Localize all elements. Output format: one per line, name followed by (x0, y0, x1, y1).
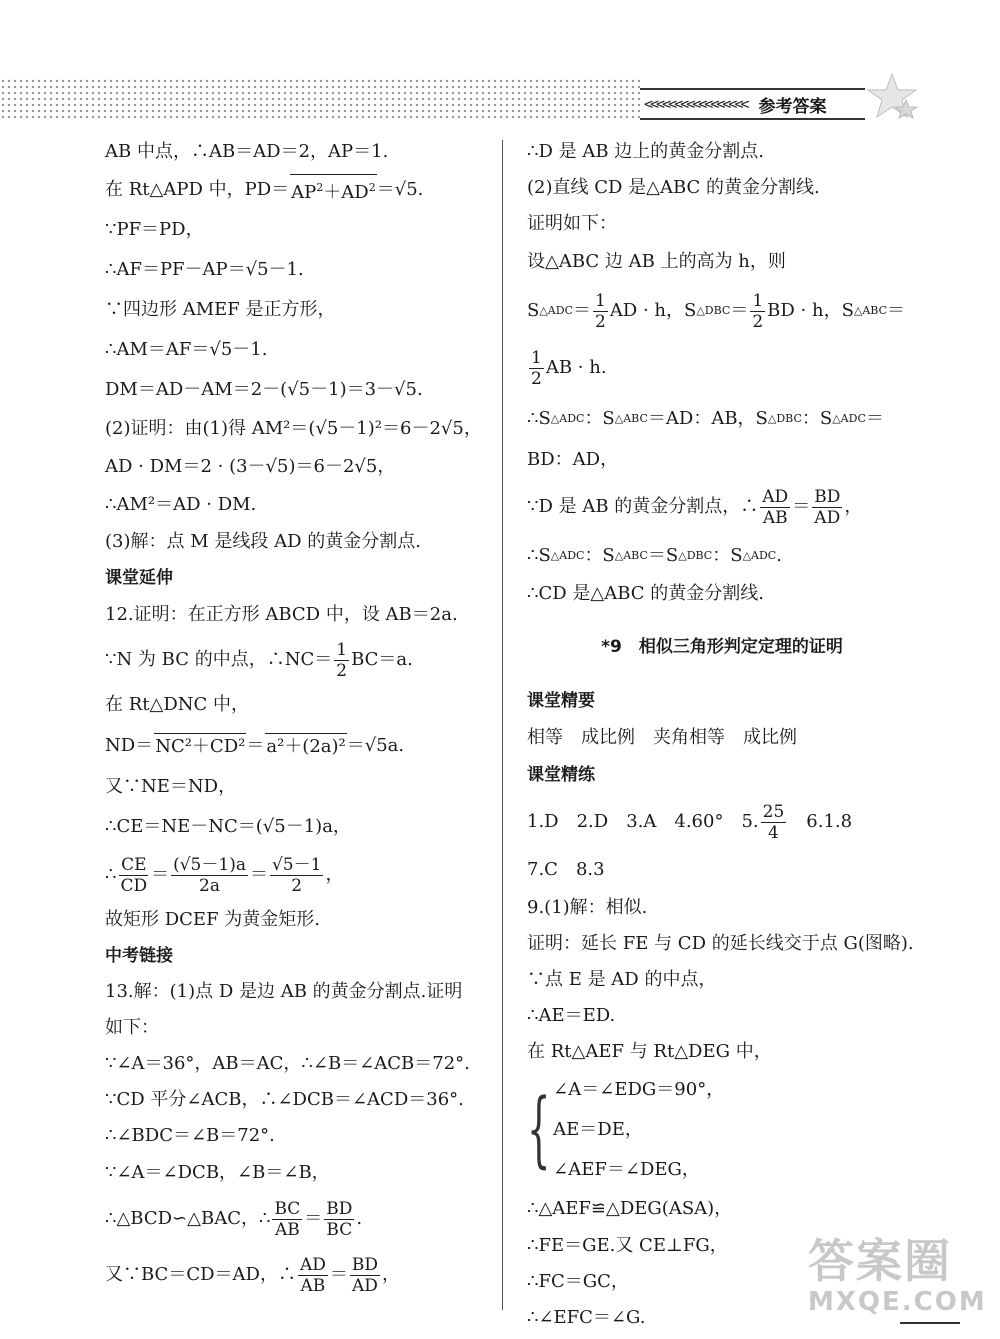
text-segment: AP (291, 182, 317, 203)
text-segment: S (527, 300, 540, 321)
fraction (593, 291, 608, 332)
text-segment: ＝S (647, 545, 679, 566)
text-segment: ＝ (572, 300, 591, 321)
text-segment: 又∵BC＝CD＝AD，∴ (105, 1264, 296, 1285)
text-line: ∴∠BDC＝∠B＝72°. (105, 1125, 275, 1146)
text-line: 设△ABC 边 AB 上的高为 h，则 (527, 251, 786, 272)
header-dot-band (0, 78, 640, 118)
subscript: △ABC (853, 304, 888, 317)
text-segment: ：S (584, 545, 615, 566)
text-line: AB 中点，∴AB＝AD＝2，AP＝1. (105, 141, 389, 162)
text-line: ∴△AEF≌△DEG(ASA)， (527, 1198, 733, 1219)
fraction (334, 640, 349, 681)
fraction (270, 855, 323, 896)
text-segment: . (356, 1208, 363, 1229)
text-line: ∴AF＝PF－AP＝√5－1. (105, 259, 304, 280)
text-line: 又∵NE＝ND， (105, 776, 237, 797)
text-line: (2)证明：由(1)得 AM²＝(√5－1)²＝6－2√5， (105, 418, 482, 439)
text-line: (2)直线 CD 是△ABC 的黄金分割线. (527, 177, 820, 198)
condition-line: ∠A＝∠EDG＝90°， (553, 1079, 725, 1100)
subscript: △ABC (614, 412, 648, 425)
text-line: 12.证明：在正方形 ABCD 中，设 AB＝2a. (105, 604, 458, 625)
text-line: ∴AM²＝AD · DM. (105, 494, 257, 515)
text-segment: BD · h，S (767, 300, 854, 321)
denominator: AB (762, 507, 788, 528)
brace-system (527, 1070, 917, 1190)
text-segment: ＝ (246, 735, 265, 756)
text-line (105, 1246, 490, 1304)
text-line (527, 396, 917, 442)
chevron-decoration: <<<<<<<<<<<<<<<<< (644, 95, 747, 113)
text-segment: 6.1.8 (788, 811, 853, 832)
denominator: 2 (336, 660, 348, 681)
denominator: 2 (594, 311, 606, 332)
denominator: AB (274, 1219, 300, 1240)
fraction (118, 855, 149, 896)
text-line: ∴AE＝ED. (527, 1005, 616, 1026)
fraction (272, 1199, 302, 1240)
text-line: ∴D 是 AB 边上的黄金分割点. (527, 141, 764, 162)
text-line: 9.(1)解：相似. (527, 897, 648, 918)
denominator: BC (326, 1219, 353, 1240)
numerator: 1 (752, 290, 764, 311)
section-title: *9 相似三角形判定定理的证明 (601, 637, 843, 657)
sqrt-expression: a²＋(2a)² (265, 733, 346, 760)
denominator: 4 (768, 822, 779, 843)
numerator: CE (121, 854, 147, 875)
star-decoration-icon (862, 70, 922, 122)
denominator: 2a (199, 875, 220, 896)
fraction (750, 291, 765, 332)
text-segment: ＝√5a. (346, 735, 405, 756)
text-segment: ＋AD (323, 182, 369, 203)
text-line: ∵PF＝PD， (105, 219, 204, 240)
text-segment: ：S (584, 408, 615, 429)
fraction (171, 855, 248, 896)
right-column (527, 134, 917, 1336)
text-line: ∵∠A＝∠DCB，∠B＝∠B， (105, 1162, 330, 1183)
denominator: 2 (752, 311, 764, 332)
column-divider (502, 140, 503, 1310)
condition-line: AE＝DE， (553, 1119, 643, 1140)
text-line: ∴CE＝NE－NC＝(√5－1)a， (105, 816, 351, 837)
text-line (527, 536, 917, 576)
text-segment: ：S (801, 408, 833, 429)
text-line: 故矩形 DCEF 为黄金矩形. (105, 909, 320, 930)
text-segment: BC＝a. (351, 649, 413, 670)
denominator: AD (814, 507, 841, 528)
text-line: ∴CD 是△ABC 的黄金分割线. (527, 583, 764, 604)
left-brace: { (527, 1082, 551, 1177)
section-heading: 课堂延伸 (105, 568, 173, 588)
fraction (350, 1255, 380, 1296)
text-line: 7.C 8.3 (527, 859, 605, 880)
subscript: △ADC (742, 549, 777, 562)
text-segment: ＝ (249, 864, 268, 885)
text-line (105, 848, 490, 902)
text-line: 证明：延长 FE 与 CD 的延长线交于点 G(图略). (527, 933, 914, 954)
text-segment: AD · h，S (609, 300, 697, 321)
text-line: ∵四边形 AMEF 是正方形， (105, 299, 336, 320)
text-segment: ＝ (730, 300, 749, 321)
text-segment: ∴S (527, 545, 551, 566)
text-segment: ， (325, 864, 344, 885)
text-segment: ∵D 是 AB 的黄金分割点，∴ (527, 496, 759, 517)
section-heading: 中考链接 (105, 946, 173, 966)
text-line: ∵CD 平分∠ACB，∴∠DCB＝∠ACD＝36°. (105, 1089, 464, 1110)
fraction (324, 1199, 354, 1240)
header-bar (640, 88, 865, 120)
subscript: △DBC (696, 304, 731, 317)
numerator: AD (299, 1254, 326, 1275)
text-line: AD · DM＝2 · (3－√5)＝6－2√5， (105, 456, 396, 477)
numerator: BD (326, 1198, 353, 1219)
text-line: 13.解：(1)点 D 是边 AB 的黄金分割点.证明 (105, 981, 463, 1002)
section-heading: 课堂精练 (527, 765, 595, 785)
text-segment: ＝ (304, 1208, 323, 1229)
subscript: △ADC (550, 412, 585, 425)
left-column (105, 134, 490, 1304)
condition-line: ∠AEF＝∠DEG， (553, 1159, 700, 1180)
text-segment: ∴△BCD∽△BAC，∴ (105, 1208, 271, 1229)
denominator: CD (120, 875, 148, 896)
numerator: AD (762, 486, 789, 507)
numerator: 1 (594, 290, 606, 311)
text-line: 在 Rt△DNC 中， (105, 694, 250, 715)
text-segment: ＝ (151, 864, 170, 885)
fraction (760, 487, 790, 528)
text-segment: AB · h. (545, 357, 607, 378)
numerator: √5－1 (271, 854, 322, 875)
text-segment: 在 Rt△APD 中，PD＝ (105, 179, 290, 200)
subscript: △ADC (539, 304, 573, 317)
fraction (298, 1255, 328, 1296)
numerator: BD (814, 486, 841, 507)
denominator: 2 (531, 368, 542, 389)
text-line (527, 282, 917, 340)
numerator: BC (274, 1198, 301, 1219)
text-segment: 1.D 2.D 3.A 4.60° 5. (527, 811, 759, 832)
text-line (105, 634, 490, 686)
text-segment: ∵N 为 BC 的中点，∴NC＝ (105, 649, 333, 670)
denominator: 2 (291, 875, 303, 896)
watermark-logo (808, 1225, 988, 1335)
text-segment: ， (382, 1264, 401, 1285)
subscript: △DBC (767, 412, 802, 425)
text-segment: . (776, 545, 782, 566)
brace-conditions (553, 1070, 724, 1190)
text-segment: ：S (712, 545, 743, 566)
text-line: 在 Rt△AEF 与 Rt△DEG 中， (527, 1041, 772, 1062)
text-segment: ∴S (527, 408, 551, 429)
subscript: △DBC (678, 549, 713, 562)
text-segment: ND＝ (105, 735, 154, 756)
page-number-rule (900, 1322, 960, 1339)
sqrt-expression: NC²＋CD² (154, 733, 246, 760)
text-line (527, 340, 917, 396)
denominator: AD (351, 1275, 378, 1296)
numerator: BD (351, 1254, 379, 1275)
numerator: 25 (762, 801, 785, 822)
text-segment: ， (844, 496, 863, 517)
fraction (812, 487, 842, 528)
text-segment: ＝√5. (376, 179, 424, 200)
text-line: 证明如下： (527, 213, 617, 234)
text-segment: ∴ (105, 864, 117, 885)
text-line (527, 478, 917, 536)
sqrt-expression: $AP^2+AD^2$ (290, 174, 377, 206)
denominator: AB (300, 1275, 326, 1296)
subscript: △ADC (550, 549, 585, 562)
text-line: DM＝AD－AM＝2－(√5－1)＝3－√5. (105, 379, 423, 400)
text-line: ∵∠A＝36°，AB＝AC，∴∠B＝∠ACB＝72°. (105, 1053, 470, 1074)
text-line (527, 794, 917, 850)
text-line: ∴FC＝GC， (527, 1271, 629, 1292)
watermark-text: 答案圈 (808, 1234, 952, 1288)
fraction (529, 348, 544, 389)
text-segment: ＝ (887, 300, 906, 321)
section-heading: 课堂精要 (527, 691, 595, 711)
text-line: ∵点 E 是 AD 的中点， (527, 969, 717, 990)
subscript: △ABC (614, 549, 648, 562)
text-line (105, 724, 490, 768)
numerator: 1 (531, 347, 542, 368)
text-line: BD：AD， (527, 449, 619, 470)
fraction (761, 802, 787, 843)
subscript: △ADC (832, 412, 866, 425)
numerator: (√5－1)a (173, 854, 246, 875)
text-line: 相等 成比例 夹角相等 成比例 (527, 727, 797, 748)
text-line: ∴∠EFC＝∠G. (527, 1307, 646, 1328)
numerator: 1 (336, 639, 348, 660)
text-line: ∴FE＝GE.又 CE⊥FG， (527, 1235, 728, 1256)
text-segment: ＝AD：AB，S (647, 408, 768, 429)
text-segment: ＝ (792, 496, 811, 517)
header-title: 参考答案 (758, 96, 827, 117)
text-segment: ＝ (865, 408, 884, 429)
text-line (105, 1192, 490, 1246)
watermark-url: MXQE.COM (808, 1287, 987, 1317)
text-segment: ＝ (329, 1264, 348, 1285)
text-line (105, 170, 490, 210)
text-line: 如下： (105, 1017, 159, 1038)
text-line: ∴AM＝AF＝√5－1. (105, 339, 268, 360)
text-line: (3)解：点 M 是线段 AD 的黄金分割点. (105, 531, 421, 552)
